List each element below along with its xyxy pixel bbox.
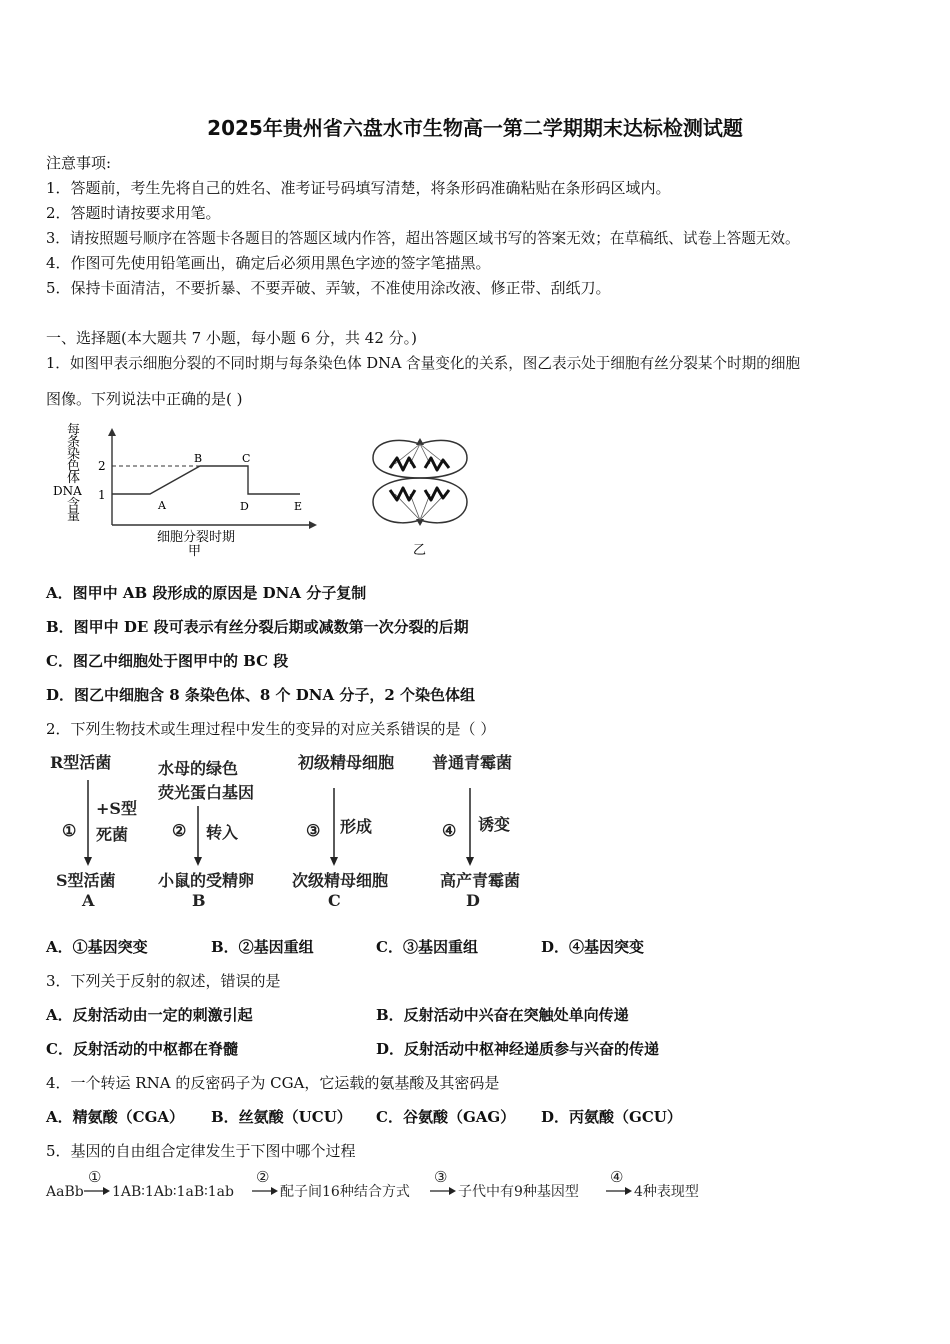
- q5-stem: 5．基因的自由组合定律发生于下图中哪个过程: [46, 1142, 356, 1160]
- q1-point-a: A: [158, 499, 166, 512]
- q2-c-bottom: 次级精母细胞: [292, 871, 389, 890]
- q5-num-2: ②: [256, 1168, 270, 1186]
- q2-b-letter: B: [192, 891, 206, 910]
- q1-option-a[interactable]: A．图甲中 AB 段形成的原因是 DNA 分子复制: [46, 584, 367, 602]
- q5-arrowhead-2: [271, 1187, 278, 1195]
- q2-flow-a: [50, 753, 137, 910]
- q2-d-side: 诱变: [478, 815, 511, 834]
- q2-a-num: ①: [62, 821, 77, 840]
- q1-cell-yi: [365, 432, 475, 560]
- q1-tick-1: 1: [98, 488, 106, 502]
- q2-d-num: ④: [442, 821, 457, 840]
- q1-caption-jia: 甲: [188, 544, 202, 559]
- q5-num-4: ④: [610, 1168, 624, 1186]
- q1-chart-jia: [50, 420, 320, 560]
- q3-option-c[interactable]: C．反射活动的中枢都在脊髓: [46, 1040, 238, 1058]
- q2-b-num: ②: [172, 821, 187, 840]
- q2-d-top: 普通青霉菌: [432, 753, 513, 772]
- q1-x-arrow: [309, 521, 317, 529]
- lower-pole-icon: [416, 519, 424, 526]
- q2-b-side: 转入: [206, 823, 239, 842]
- notice-item-4: 4．作图可先使用铅笔画出，确定后必须用黑色字迹的签字笔描黑。: [46, 254, 491, 272]
- q2-a-arrowhead: [84, 857, 92, 866]
- q2-d-bottom: 高产青霉菌: [440, 871, 521, 890]
- q2-c-letter: C: [328, 891, 341, 910]
- q1-y-arrow: [108, 428, 116, 436]
- q2-b-arrowhead: [194, 857, 202, 866]
- q2-d-letter: D: [466, 891, 480, 910]
- q4-stem: 4．一个转运 RNA 的反密码子为 CGA，它运载的氨基酸及其密码是: [46, 1074, 500, 1092]
- q2-option-b[interactable]: B．②基因重组: [211, 938, 314, 956]
- upper-pole-icon: [416, 438, 424, 445]
- q3-option-b[interactable]: B．反射活动中兴奋在突触处单向传递: [376, 1006, 629, 1024]
- q2-c-top: 初级精母细胞: [298, 753, 395, 772]
- q1-point-e: E: [294, 500, 303, 513]
- q2-option-d[interactable]: D．④基因突变: [541, 938, 645, 956]
- q1-tick-2: 2: [98, 459, 106, 473]
- q2-option-c[interactable]: C．③基因重组: [376, 938, 478, 956]
- q3-option-a[interactable]: A．反射活动由一定的刺激引起: [46, 1006, 253, 1024]
- q5-process-diagram: [44, 1166, 724, 1206]
- q1-xlabel: 细胞分裂时期: [157, 530, 236, 545]
- q1-ylabel: 每条染色体 DNA 含量: [53, 423, 82, 524]
- q5-arrowhead-4: [625, 1187, 632, 1195]
- q5-num-1: ①: [88, 1168, 102, 1186]
- q2-b-top2: 荧光蛋白基因: [158, 783, 255, 802]
- q5-arrowhead-3: [449, 1187, 456, 1195]
- q2-c-side: 形成: [340, 817, 373, 836]
- q2-option-a[interactable]: A．①基因突变: [46, 938, 148, 956]
- q2-flow-c: [292, 753, 394, 910]
- q2-b-top1: 水母的绿色: [158, 759, 239, 778]
- q5-step-3: 子代中有9种基因型: [458, 1184, 579, 1200]
- q2-a-side1: +S型: [96, 799, 137, 818]
- q1-stem-line1: 1．如图甲表示细胞分裂的不同时期与每条染色体 DNA 含量变化的关系，图乙表示处于细胞有丝分裂某个时期的细胞: [46, 355, 801, 372]
- q2-stem: 2．下列生物技术或生理过程中发生的变异的对应关系错误的是（ ）: [46, 720, 496, 738]
- section-heading: 一、选择题(本大题共 7 小题，每小题 6 分，共 42 分。): [46, 329, 417, 347]
- notice-item-1: 1．答题前，考生先将自己的姓名、准考证号码填写清楚，将条形码准确粘贴在条形码区域内。: [46, 179, 671, 197]
- notice-item-2: 2．答题时请按要求用笔。: [46, 204, 221, 222]
- q1-option-c[interactable]: C．图乙中细胞处于图甲中的 BC 段: [46, 652, 289, 670]
- q4-option-d[interactable]: D．丙氨酸（GCU）: [541, 1108, 682, 1126]
- q3-option-d[interactable]: D．反射活动中枢神经递质参与兴奋的传递: [376, 1040, 660, 1058]
- q2-c-num: ③: [306, 821, 321, 840]
- notice-item-3: 3．请按照题号顺序在答题卡各题目的答题区域内作答，超出答题区域书写的答案无效；在草稿纸、试卷上答题无效。: [46, 230, 800, 247]
- q5-step-0: AaBb: [46, 1184, 84, 1200]
- q4-option-c[interactable]: C．谷氨酸（GAG）: [376, 1108, 516, 1126]
- cell-lower-lobe: [373, 478, 467, 523]
- q2-flow-diagrams: [46, 748, 546, 916]
- q1-stem-line2: 图像。下列说法中正确的是( ): [46, 390, 243, 408]
- q4-option-a[interactable]: A．精氨酸（CGA）: [46, 1108, 185, 1126]
- q5-num-3: ③: [434, 1168, 448, 1186]
- q1-caption-yi: 乙: [413, 543, 427, 558]
- page-title: 2025年贵州省六盘水市生物高一第二学期期末达标检测试题: [207, 116, 743, 140]
- spindle-fibers: [395, 444, 445, 520]
- q1-curve: [112, 466, 300, 494]
- q5-step-2: 配子间16种结合方式: [280, 1184, 410, 1200]
- q2-flow-d: [432, 753, 520, 910]
- q5-step-1: 1AB∶1Ab∶1aB∶1ab: [112, 1184, 234, 1200]
- q1-point-c: C: [242, 452, 251, 465]
- q2-a-top: R型活菌: [50, 753, 112, 772]
- notice-heading: 注意事项:: [46, 154, 112, 172]
- q1-point-d: D: [240, 500, 249, 513]
- lower-chromosomes: [390, 488, 449, 500]
- q2-c-arrowhead: [330, 857, 338, 866]
- q1-option-b[interactable]: B．图甲中 DE 段可表示有丝分裂后期或减数第一次分裂的后期: [46, 618, 469, 636]
- q2-b-bottom: 小鼠的受精卵: [158, 871, 255, 890]
- q4-option-b[interactable]: B．丝氨酸（UCU）: [211, 1108, 352, 1126]
- cell-upper-lobe: [373, 440, 467, 478]
- q2-d-arrowhead: [466, 857, 474, 866]
- q2-a-side2: 死菌: [96, 825, 129, 844]
- notice-item-5: 5．保持卡面清洁，不要折暴、不要弄破、弄皱，不准使用涂改液、修正带、刮纸刀。: [46, 279, 611, 297]
- q1-point-b: B: [194, 452, 203, 465]
- q2-a-bottom: S型活菌: [56, 871, 116, 890]
- q2-flow-b: [158, 759, 254, 910]
- q1-option-d[interactable]: D．图乙中细胞含 8 条染色体、8 个 DNA 分子，2 个染色体组: [46, 686, 476, 704]
- q2-a-letter: A: [82, 891, 95, 910]
- q5-step-4: 4种表现型: [634, 1184, 699, 1200]
- q5-arrowhead-1: [103, 1187, 110, 1195]
- q3-stem: 3．下列关于反射的叙述，错误的是: [46, 972, 281, 990]
